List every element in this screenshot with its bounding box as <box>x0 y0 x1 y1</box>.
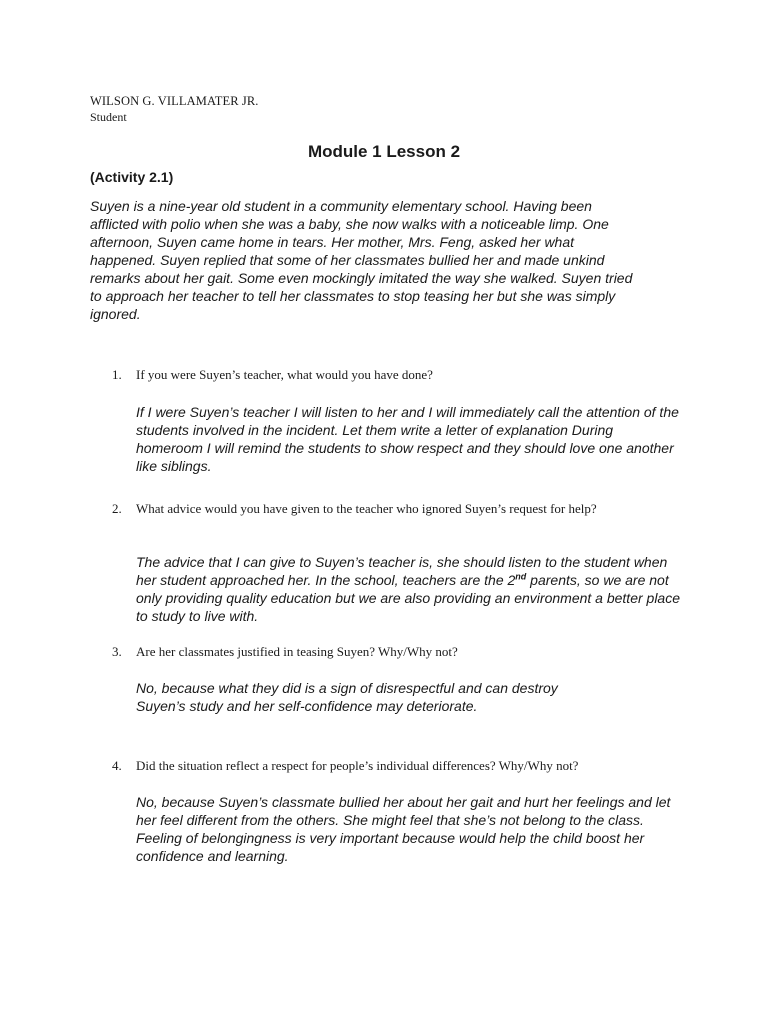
answer-text-part1: The advice that I can give to Suyen’s teacher is, she should listen to the student when her student approached her. In the school, teachers are the 2 <box>136 554 668 588</box>
answer-2 <box>136 553 681 625</box>
author-role: Student <box>90 110 127 124</box>
question-2 <box>112 500 642 517</box>
ordinal-suffix: nd <box>515 571 527 582</box>
activity-label: (Activity 2.1) <box>90 169 174 185</box>
question-text: Did the situation reflect a respect for people’s individual differences? Why/Why not? <box>136 758 579 773</box>
author-name: WILSON G. VILLAMATER JR. <box>90 94 259 108</box>
answer-1: If I were Suyen’s teacher I will listen to her and I will immediately call the attention of the students involved in the incident. Let them write a letter of explanation During homeroom I will remind the students to show respect and they should love one another like siblings. <box>136 404 679 474</box>
question-number: 2. <box>112 501 122 516</box>
answer-text-part2: parents, so we are not only providing quality education but we are also providing an environment a better place to study to live with. <box>136 572 681 624</box>
question-number: 1. <box>112 367 122 382</box>
question-number: 3. <box>112 644 122 659</box>
answer-3: No, because what they did is a sign of disrespectful and can destroy Suyen’s study and her self-confidence may deteriorate. <box>136 680 558 714</box>
question-4 <box>112 757 692 774</box>
question-3 <box>112 643 672 660</box>
question-text: Are her classmates justified in teasing Suyen? Why/Why not? <box>136 644 458 659</box>
scenario-paragraph: Suyen is a nine-year old student in a community elementary school. Having been afflicted with polio when she was a baby, she now walks with a noticeable limp. One afternoon, Suyen came home in tears. Her mother, Mrs. Feng, asked her what happened. Suyen replied that some of her classmates bullied her and made unkind remarks about her gait. Some even mockingly imitated the way she walked. Suyen tried to approach her teacher to tell her classmates to stop teasing her but she was simply ignored. <box>90 198 633 322</box>
answer-4: No, because Suyen’s classmate bullied her about her gait and hurt her feelings and let her feel different from the others. She might feel that she’s not belong to the class. Feeling of belongingness is very important because would help the child boost her confidence and learning. <box>136 794 671 864</box>
question-number: 4. <box>112 758 122 773</box>
question-text: If you were Suyen’s teacher, what would you have done? <box>136 367 433 382</box>
question-1 <box>112 366 672 383</box>
page-title: Module 1 Lesson 2 <box>307 142 461 161</box>
question-text: What advice would you have given to the teacher who ignored Suyen’s request for help? <box>136 501 597 516</box>
